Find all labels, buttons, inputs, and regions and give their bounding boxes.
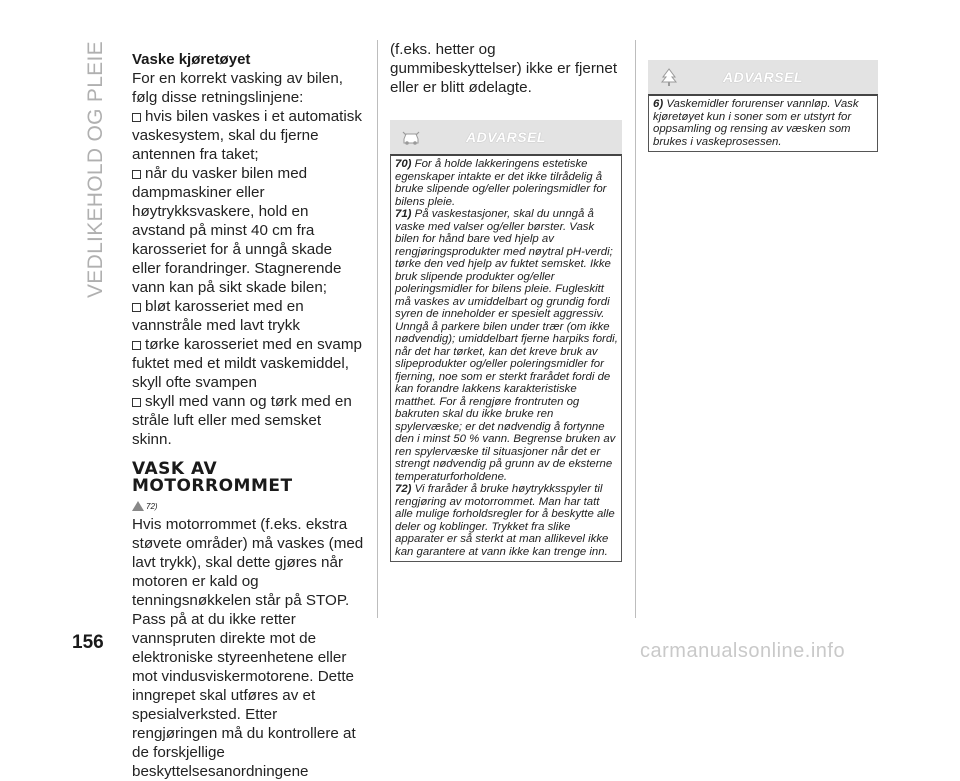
intro-paragraph: For en korrekt vasking av bilen, følg disse retningslinjene: xyxy=(132,70,344,106)
checkbox-bullet-icon xyxy=(132,113,141,122)
column-3 xyxy=(648,60,878,152)
section-heading: Vaske kjøretøyet xyxy=(132,51,251,68)
engine-wash-title: VASK AV MOTORROMMET xyxy=(132,459,293,496)
warning-title: ADVARSEL xyxy=(466,129,546,145)
column-divider xyxy=(635,40,636,618)
warning-item: 70) For å holde lakkeringens estetiske egenskaper intakte er det ikke tilrådelig å bruke slipende og/eller poleringsmidler for bilens pleie. xyxy=(395,158,607,208)
warning-content xyxy=(390,154,622,562)
list-item: bløt karosseriet med en vannstråle med lavt trykk xyxy=(132,298,304,334)
column-2 xyxy=(390,40,622,562)
list-item: hvis bilen vaskes i et automatisk vaskesystem, skal du fjerne antennen fra taket; xyxy=(132,108,362,163)
warning-header xyxy=(390,120,622,154)
page-number: 156 xyxy=(72,632,104,653)
warning-box xyxy=(390,120,622,562)
chapter-sidebar xyxy=(84,41,108,298)
watermark: carmanualsonline.info xyxy=(640,640,846,662)
warning-item: 72) Vi fraråder å bruke høytrykksspyler til rengjøring av motorrommet. Man har tatt alle mulige forholdsregler for å beskytte alle deler og koblinger. Trykket fra slike apparater er så sterkt at man allikevel ikke kan garantere at vann ikke kan trenge inn. xyxy=(395,483,615,558)
checkbox-bullet-icon xyxy=(132,398,141,407)
warning-title: ADVARSEL xyxy=(723,69,803,85)
warning-header xyxy=(648,60,878,94)
chapter-title: VEDLIKEHOLD OG PLEIE xyxy=(84,41,107,298)
continuation-paragraph: (f.eks. hetter og gummibeskyttelser) ikke er fjernet eller er blitt ødelagte. xyxy=(390,41,618,96)
environment-warning-box xyxy=(648,60,878,152)
list-item: tørke karosseriet med en svamp fuktet med et mildt vaskemiddel, skyll ofte svampen xyxy=(132,336,362,391)
engine-wash-paragraph: Hvis motorrommet (f.eks. ekstra støvete områder) må vaskes (med lavt trykk), skal dette gjøres når motoren er kald og tenningsnøkkelen står på STOP. Pass på at du ikke retter vannspruten direkte mot de elektroniske styreenhetene eller mot vindusviskermotorene. Dette inngrepet skal utføres av et spesialverksted. Etter rengjøringen må du kontrollere at de forskjellige beskyttelsesanordningene xyxy=(132,516,364,780)
warning-triangle-icon xyxy=(132,501,144,511)
checkbox-bullet-icon xyxy=(132,303,141,312)
warning-content xyxy=(648,94,878,152)
column-1 xyxy=(132,50,364,781)
checkbox-bullet-icon xyxy=(132,170,141,179)
list-item: når du vasker bilen med dampmaskiner eller høytrykksvaskere, hold en avstand på minst 40 cm fra karosseriet for å unngå skade eller forandringer. Stagnerende vann kan på sikt skade bilen; xyxy=(132,165,342,296)
warning-reference: 72) xyxy=(132,497,364,515)
column-divider xyxy=(377,40,378,618)
warning-item: 71) På vaskestasjoner, skal du unngå å vaske med valser og/eller børster. Vask bilen for hånd bare ved hjelp av rengjøringsprodukter med nøytral pH-verdi; tørke den ved hjelp av fuktet semsket. Ikke bruk slipende produkter og/eller poleringsmidler for bilens pleie. Fugleskitt må vaskes av umiddelbart og grundig fordi syren de inneholder er spesielt aggressiv. Unngå å parkere bilen under trær (om ikke nødvendig); umiddelbart fjerne harpiks fordi, når det har tørket, kan det kreve bruk av slipeprodukter og/eller poleringsmidler for fjerning, noe som er sterkt frarådet fordi de kan forandre lakkens karakteristiske matthet. For å rengjøre frontruten og bakruten skal du ikke bruke ren spylervæske; er det nødvendig å fortynne den i minst 50 % vann. Begrense bruken av ren spylervæske til situasjoner når det er strengt nødvendig på grunn av de eksterne temperaturforholdene. xyxy=(395,208,618,483)
warning-item: 6) Vaskemidler forurenser vannløp. Vask kjøretøyet kun i soner som er utstyrt for oppsamling og rensing av væsken som brukes i vaskeprosessen. xyxy=(653,98,859,148)
checkbox-bullet-icon xyxy=(132,341,141,350)
list-item: skyll med vann og tørk med en stråle luft eller med semsket skinn. xyxy=(132,393,352,448)
body-text xyxy=(132,69,364,449)
